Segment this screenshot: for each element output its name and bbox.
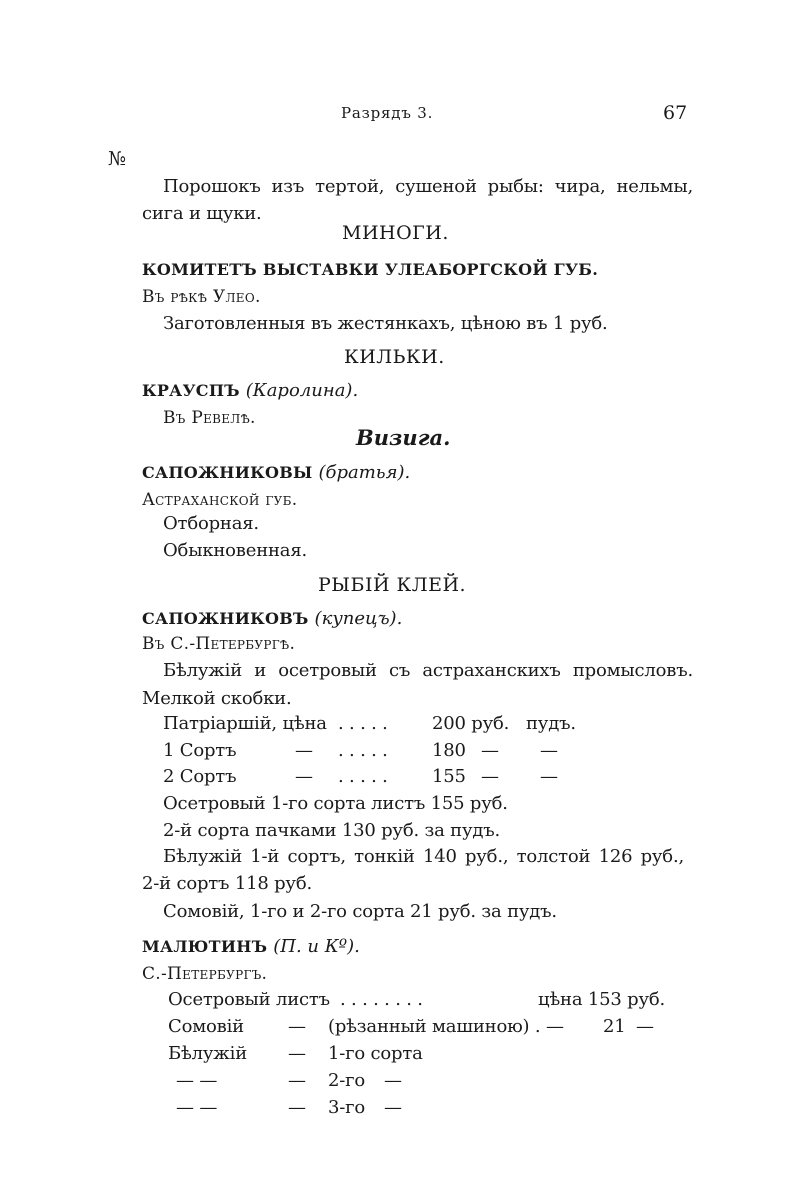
ditto-dash: — (288, 1097, 306, 1118)
price-value: 180 (432, 740, 466, 761)
ditto-dash: — (295, 766, 313, 787)
exhibitor-entry (142, 380, 358, 401)
leader-dots: . . . . . . . . (340, 989, 423, 1010)
section-heading: РЫБІЙ КЛЕЙ. (318, 574, 467, 596)
text-line: Сомовій, 1-го и 2-го сорта 21 руб. за пудъ. (163, 901, 557, 922)
text-line: Бѣлужій 1-й сортъ, тонкій 140 руб., толстой 126 руб., (163, 846, 684, 867)
price-item: Бѣлужій (168, 1043, 248, 1064)
price-value: 155 (432, 766, 466, 787)
exhibitor-name: САПОЖНИКОВЫ (142, 463, 313, 482)
ditto-dash: — (481, 766, 499, 787)
text-line: Бѣлужій и осетровый съ астраханскихъ промысловъ. (163, 660, 693, 681)
price-item: 2 Сортъ (163, 766, 237, 787)
ditto-dash: — (384, 1097, 402, 1118)
running-header-title: Разрядъ 3. (341, 104, 434, 122)
place-line: Въ Ревелѣ. (163, 408, 256, 428)
exhibitor-name: КРАУСПЪ (142, 381, 240, 400)
place-line: Въ рѣкѣ Улео. (142, 287, 261, 307)
exhibitor-note: (купецъ). (314, 608, 403, 629)
text-line: сига и щуки. (142, 203, 262, 224)
price-value: 21 (603, 1016, 626, 1037)
exhibitor-name: МАЛЮТИНЪ (142, 937, 268, 956)
text-line: Обыкновенная. (163, 540, 307, 561)
number-column-mark: № (108, 148, 126, 170)
grade: 3-го (328, 1097, 366, 1118)
exhibitor-name: КОМИТЕТЪ ВЫСТАВКИ УЛЕАБОРГСКОЙ ГУБ. (142, 260, 599, 279)
grade: 2-го (328, 1070, 366, 1091)
place-line: Въ С.-Петербургѣ. (142, 634, 296, 654)
price-value: 200 руб. (432, 713, 510, 734)
section-heading: МИНОГИ. (342, 222, 449, 244)
page-number: 67 (663, 102, 688, 124)
ditto-dash: — (540, 740, 558, 761)
ditto-dash: — (540, 766, 558, 787)
ditto-dash: — (288, 1070, 306, 1091)
exhibitor-entry (142, 936, 360, 957)
exhibitor-note: (Каролина). (245, 380, 359, 401)
price-item: 1 Сортъ (163, 740, 237, 761)
item-note: (рѣзанный машиною) . (328, 1016, 541, 1037)
text-line: 2-й сортъ 118 руб. (142, 873, 312, 894)
leader-dots: . . . . . (338, 713, 388, 734)
text-line: Порошокъ изъ тертой, сушеной рыбы: чира, нельмы, (163, 176, 693, 197)
price-item: Сомовій (168, 1016, 244, 1037)
text-line: Осетровый 1-го сорта листъ 155 руб. (163, 793, 508, 814)
exhibitor-note: (П. и Кº). (273, 936, 360, 957)
grade: 1-го сорта (328, 1043, 423, 1064)
place-line: С.-Петербургъ. (142, 964, 268, 984)
ditto-dash: — (636, 1016, 654, 1037)
ditto-dash: — (481, 740, 499, 761)
text-line: Отборная. (163, 513, 259, 534)
price-item: Патріаршій, цѣна (163, 713, 327, 734)
exhibitor-note: (братья). (318, 462, 411, 483)
ditto-dash: — (546, 1016, 564, 1037)
text-line: 2-й сорта пачками 130 руб. за пудъ. (163, 820, 501, 841)
price-value: цѣна 153 руб. (538, 989, 666, 1010)
exhibitor-name: САПОЖНИКОВЪ (142, 609, 309, 628)
price-item: Осетровый листъ (168, 989, 330, 1010)
ditto-dash: — (295, 740, 313, 761)
exhibitor-entry (142, 462, 410, 483)
price-unit: пудъ. (526, 713, 576, 734)
text-line: Заготовленныя въ жестянкахъ, цѣною въ 1 руб. (163, 313, 608, 334)
section-heading: КИЛЬКИ. (344, 346, 445, 368)
ditto-dash: — (288, 1043, 306, 1064)
ditto-dash: — (384, 1070, 402, 1091)
exhibitor-entry (142, 608, 402, 629)
text-line: Мелкой скобки. (142, 688, 292, 709)
leader-dots: . . . . . (338, 740, 388, 761)
ditto-dash: — — (176, 1070, 218, 1091)
section-heading: Визига. (356, 425, 451, 450)
ditto-dash: — (288, 1016, 306, 1037)
ditto-dash: — — (176, 1097, 218, 1118)
place-line: Астраханской губ. (142, 490, 298, 510)
leader-dots: . . . . . (338, 766, 388, 787)
